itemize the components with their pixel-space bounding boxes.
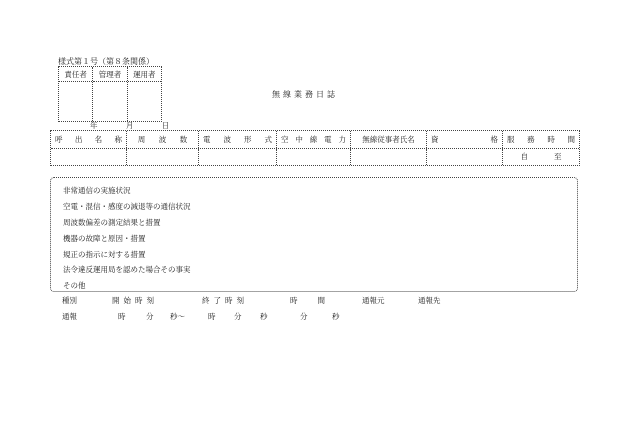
sender-label: 通報元 xyxy=(362,296,385,305)
to-label: 至 xyxy=(554,152,562,162)
duration-label: 時間 xyxy=(290,296,345,305)
start-hour-label: 時 xyxy=(118,312,126,321)
message-label: 通報 xyxy=(62,312,77,321)
signature-area[interactable] xyxy=(128,82,161,121)
table-header-row xyxy=(51,131,579,149)
signature-boxes xyxy=(58,66,162,122)
start-second-label: 秒〜 xyxy=(170,312,185,321)
recipient-label: 通報先 xyxy=(418,296,441,305)
end-time-label: 終了時刻 xyxy=(202,296,248,305)
header-frequency: 周 波 数 xyxy=(127,131,199,148)
end-minute-label: 分 xyxy=(234,312,242,321)
table-entry-row xyxy=(51,149,579,166)
duration-second-label: 秒 xyxy=(332,312,340,321)
signature-label: 責任者 xyxy=(59,67,92,82)
message-row xyxy=(62,311,482,323)
entry-service-hours[interactable] xyxy=(503,149,579,166)
type-label: 種別 xyxy=(62,296,77,305)
entry-qualification[interactable] xyxy=(427,149,503,166)
day-label: 日 xyxy=(161,121,170,130)
end-hour-label: 時 xyxy=(208,312,216,321)
form-number: 様式第１号（第８条関係） xyxy=(58,57,154,66)
end-second-label: 秒 xyxy=(260,312,268,321)
header-service-hours: 服 務 時 間 xyxy=(507,134,575,144)
entry-operator-name[interactable] xyxy=(351,149,427,166)
start-time-label: 開始時刻 xyxy=(112,296,158,305)
header-qualification: 資 格 xyxy=(427,131,503,148)
signature-area[interactable] xyxy=(59,82,92,121)
entry-frequency[interactable] xyxy=(127,149,199,166)
header-antenna-power: 空 中 線 電 力 xyxy=(277,131,351,148)
from-label: 自 xyxy=(520,152,528,162)
header-operator-name: 無線従事者氏名 xyxy=(351,131,427,148)
signature-label: 管理者 xyxy=(93,67,126,82)
notes-box[interactable] xyxy=(50,177,578,292)
start-minute-label: 分 xyxy=(146,312,154,321)
list-item: 空電・混信・感度の減退等の通信状況 xyxy=(63,202,191,212)
year-label: 年 xyxy=(90,121,98,130)
header-call-sign: 呼 出 名 称 xyxy=(51,131,127,148)
header-emission-type: 電 波 形 式 xyxy=(199,131,277,148)
signature-area[interactable] xyxy=(93,82,126,121)
entry-call-sign[interactable] xyxy=(51,149,127,166)
list-item: 規正の指示に対する措置 xyxy=(63,249,146,259)
signature-box-responsible xyxy=(59,67,93,121)
month-label: 月 xyxy=(125,121,134,130)
signature-box-operator xyxy=(128,67,161,121)
entry-antenna-power[interactable] xyxy=(277,149,351,166)
message-header-row xyxy=(62,295,482,307)
list-item: 機器の故障と原因・措置 xyxy=(63,233,146,243)
page-title: 無線業務日誌 xyxy=(272,90,338,99)
list-item: 非常通信の実施状況 xyxy=(63,186,131,196)
list-item: 周波数偏差の測定結果と措置 xyxy=(63,217,161,227)
signature-label: 運用者 xyxy=(128,67,161,82)
header-table xyxy=(50,130,580,166)
list-item: 法令違反運用局を認めた場合その事実 xyxy=(63,265,191,275)
entry-emission-type[interactable] xyxy=(199,149,277,166)
signature-box-manager xyxy=(93,67,127,121)
duration-minute-label: 分 xyxy=(300,312,308,321)
list-item: その他 xyxy=(63,281,86,291)
